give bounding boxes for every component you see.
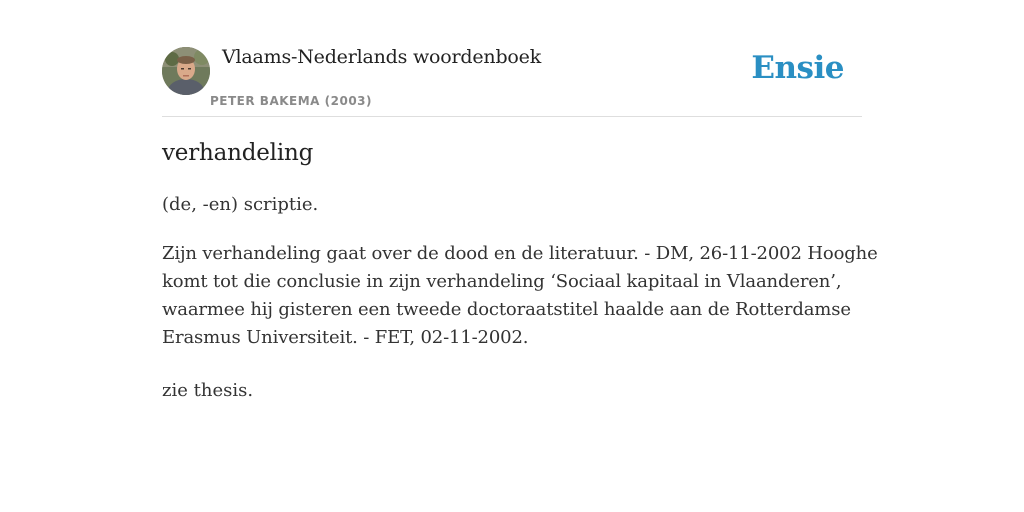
entry-examples: [162, 240, 878, 352]
example-line: waarmee hij gisteren een tweede doctoraatstitel haalde aan de Rotterdamse: [162, 299, 851, 320]
author-name[interactable]: PETER BAKEMA (2003): [210, 94, 372, 108]
entry-header: [162, 0, 862, 117]
avatar-portrait-icon: [162, 47, 210, 95]
page-container: [162, 0, 878, 512]
entry-definition: (de, -en) scriptie.: [162, 194, 319, 215]
author-avatar[interactable]: [162, 47, 210, 95]
see-also-reference: zie thesis.: [162, 380, 254, 401]
example-line: Zijn verhandeling gaat over de dood en de literatuur. - DM, 26-11-2002 Hooghe: [162, 243, 878, 264]
example-line: Erasmus Universiteit. - FET, 02-11-2002.: [162, 327, 529, 348]
example-line: komt tot die conclusie in zijn verhandeling ‘Sociaal kapitaal in Vlaanderen’,: [162, 271, 842, 292]
dictionary-title[interactable]: Vlaams-Nederlands woordenboek: [222, 46, 542, 68]
ensie-logo[interactable]: Ensie: [751, 50, 844, 86]
entry-headword: verhandeling: [162, 140, 314, 166]
